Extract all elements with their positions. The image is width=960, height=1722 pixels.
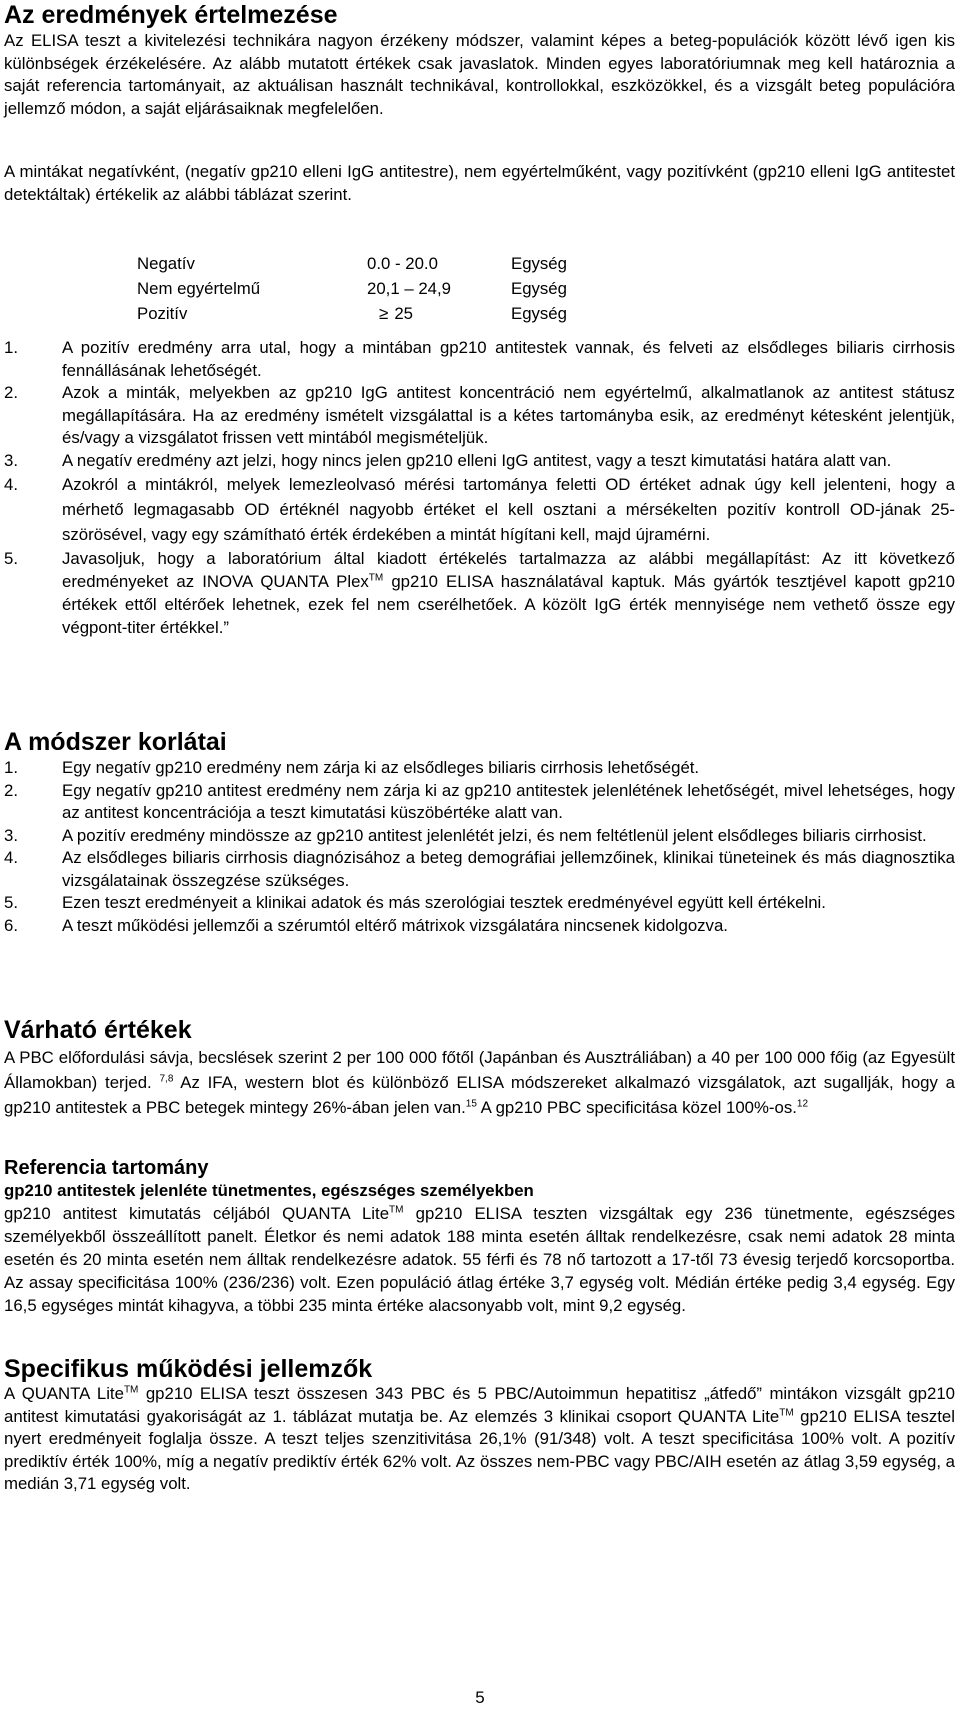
paragraph-text-a: A QUANTA Lite [4,1384,124,1403]
item-text: A pozitív eredmény arra utal, hogy a mintában gp210 antitestek vannak, és felveti az elsődleges biliaris cirrhosis fennállásának lehetőségét. [62,338,955,380]
range-label: Nem egyértelmű [137,279,261,298]
range-label: Negatív [137,254,195,273]
reference-range-paragraph [4,1202,955,1317]
item-text: A pozitív eredmény mindössze az gp210 antitest jelenlétét jelzi, és nem feltétlenül jelent elsődleges biliaris cirrhosist. [62,825,927,845]
paragraph-text-b: gp210 ELISA teszten vizsgáltak egy 236 tünetmente, egészséges személyekből összeállított panelt. Életkor és nemi adatok 188 minta esetén álltak rendelkezésre, csak nemi adatok 28 minta esetén és 20 minta esetén nem álltak rendelkezésre adatok. 55 férfi és 78 nő tartozott a 17-től 73 évesig terjedő korcsoportba. Az assay specificitása 100% (236/236) volt. Ezen populáció átlag értéke 3,7 egység volt. Médián értéke pedig 3,4 egység. Egy 16,5 egységes mintát kihagyva, a többi 235 minta értéke alacsonyabb volt, mint 9,2 egység. [4,1204,955,1315]
list-item [4,450,955,473]
list-item [4,337,955,382]
reference-sup: 7,8 [159,1073,174,1085]
list-item [4,892,955,915]
range-value: 20,1 – 24,9 [367,279,451,298]
interpretation-list [4,337,955,639]
range-value: 25 [394,304,414,323]
item-text-a: Javasoljuk, hogy a laboratórium által kiadott értékelés tartalmazza az alábbi megállapítást: Az itt következő eredményeket az INOVA QUANTA Plex [62,549,955,591]
intro-paragraph: Az ELISA teszt a kivitelezési technikára nagyon érzékeny módszer, valamint képes a beteg-populációk között lévő igen kis különbségek érzékelésére. Az alább mutatott értékek csak javaslatok. Minden egyes laboratóriumnak meg kell határoznia a saját referencia tartományait, az aktuálisan használt technikával, kontrollokkal, eszközökkel, és a vizsgált beteg populációra jellemző módon, a saját eljárásaiknak megfelelően. [4,31,955,118]
item-number: 2. [4,383,18,402]
list-item [4,472,955,547]
table-row [137,251,567,276]
item-number: 2. [4,780,18,800]
item-number: 1. [4,758,18,777]
section-title-performance-characteristics: Specifikus működési jellemzők [4,1355,373,1383]
item-text: Azokról a mintákról, melyek lemezleolvasó mérési tartománya feletti OD értéket adnak úgy kell jelenteni, hogy a mérhető legmagasabb OD értéknél nagyobb értéket el kell osztani a mérsékelten pozitív kontroll OD-jának 25-szörösével, vagy egy számítható érték érdekében a mintát hígítani kell, majd újramérni. [62,475,955,544]
paragraph-text-b: Az IFA, western blot és különböző ELISA módszereket alkalmazó vizsgálatok, azt sugallják, hogy a gp210 antitestek a PBC betegek mintegy 26%-ában jelen van. [4,1073,955,1117]
item-number: 6. [4,915,18,935]
list-item [4,780,955,825]
range-unit: Egység [511,304,567,323]
item-number: 5. [4,549,18,568]
paragraph-text-b: gp210 ELISA teszt összesen 343 PBC és 5 PBC/Autoimmun hepatitisz „átfedő” mintákon vizsgált gp210 antitest kimutatási gyakoriságát az 1. táblázat mutatja be. Az elemzés 3 klinikai csoport QUANTA Lite [4,1384,956,1426]
table-row [137,276,567,301]
expected-values-paragraph [4,1045,955,1120]
list-item [4,915,955,938]
limitations-list [4,757,955,937]
list-item [4,382,955,450]
section-title-reference-range: Referencia tartomány [4,1157,209,1179]
reference-sup: 15 [465,1098,477,1110]
table-row [137,301,567,326]
range-unit: Egység [511,254,567,273]
item-text: Az elsődleges biliaris cirrhosis diagnózisához a beteg demográfiai jellemzőinek, klinikai tüneteinek és más diagnosztika vizsgálatainak összegzése szükséges. [62,848,955,890]
result-ranges-table [137,251,567,326]
range-value-cell [367,301,511,326]
item-number: 3. [4,825,18,845]
list-item [4,757,955,780]
reference-sup: 12 [796,1098,809,1110]
item-text: Azok a minták, melyekben az gp210 IgG antitest koncentráció nem egyértelmű, alkalmatlanok az antitest státusz megállapítására. Ha az eredmény ismételt vizsgálattal is a kétes tartományba esik, az eredményt kétesként jelentjük, és/vagy a vizsgálatot frissen vett mintából megismételjük. [62,383,955,447]
list-item [4,825,955,848]
performance-paragraph [4,1383,955,1496]
trademark-sup: TM [779,1406,794,1418]
list-item [4,547,955,639]
paragraph-text-c: A gp210 PBC specificitása közel 100%-os. [476,1098,797,1117]
paragraph-text-a: A PBC előfordulási sávja, becslések szerint 2 per 100 000 főtől (Japánban és Ausztráliában) a 40 per 100 000 főig (az Egyesült Államokban) terjed. [4,1048,955,1092]
section-subtitle-healthy-individuals: gp210 antitestek jelenléte tünetmentes, egészséges személyekben [4,1181,534,1200]
greater-equal-symbol: ≥ [379,304,389,323]
paragraph-text-c: gp210 ELISA tesztel nyert eredményeit foglalja össze. A teszt teljes szenzitivitása 26,1% (91/348) volt. A teszt specificitása 100% volt. A pozitív prediktív érték 100%, míg a negatív prediktív érték 62% volt. Az összes nem-PBC vagy PBC/AIH esetén az átlag 3,59 egység, a medián 3,71 egység volt. [4,1406,955,1493]
list-item [4,847,955,892]
item-text: A negatív eredmény azt jelzi, hogy nincs jelen gp210 elleni IgG antitest, vagy a teszt kimutatási határa alatt van. [62,450,892,470]
item-number: 4. [4,475,18,494]
item-text: Egy negatív gp210 eredmény nem zárja ki az elsődleges biliaris cirrhosis lehetőségét. [62,758,700,777]
section-title-results-interpretation: Az eredmények értelmezése [4,1,338,29]
item-text: A teszt működési jellemzői a szérumtól eltérő mátrixok vizsgálatára nincsenek kidolgozva. [62,915,728,935]
item-number: 3. [4,450,18,470]
item-number: 4. [4,848,18,867]
item-number: 1. [4,338,18,357]
item-text: Ezen teszt eredményeit a klinikai adatok és más szerológiai tesztek eredményével együtt kell értékelni. [62,893,826,912]
section-title-expected-values: Várható értékek [4,1016,192,1044]
paragraph-text-a: gp210 antitest kimutatás céljából QUANTA Lite [4,1204,390,1223]
item-text-b: gp210 ELISA használatával kaptuk. Más gyártók tesztjével kapott gp210 értékek ettől eltérőek lehetnek, ezek fel nem cserélhetőek. A közölt IgG érték mennyisége nem vethető össze egy végpont-titer értékkel.” [62,572,955,637]
section-title-limitations: A módszer korlátai [4,728,227,756]
item-text: Egy negatív gp210 antitest eredmény nem zárja ki az gp210 antitestek jelenlétének lehetőségét, mivel lehetséges, hogy az antitest koncentrációja a teszt kimutatási küszöbértéke alatt van. [62,780,955,822]
trademark-sup: TM [368,572,384,584]
page-number: 5 [475,1688,485,1707]
trademark-sup: TM [389,1204,404,1216]
evaluation-paragraph: A mintákat negatívként, (negatív gp210 elleni IgG antitestre), nem egyértelműként, vagy pozitívként (gp210 elleni IgG antitestet detektáltak) értékelik az alábbi táblázat szerint. [4,162,955,204]
range-value: 0.0 - 20.0 [367,254,438,273]
range-unit: Egység [511,279,567,298]
range-label: Pozitív [137,304,188,323]
item-number: 5. [4,893,18,912]
trademark-sup: TM [123,1384,139,1396]
